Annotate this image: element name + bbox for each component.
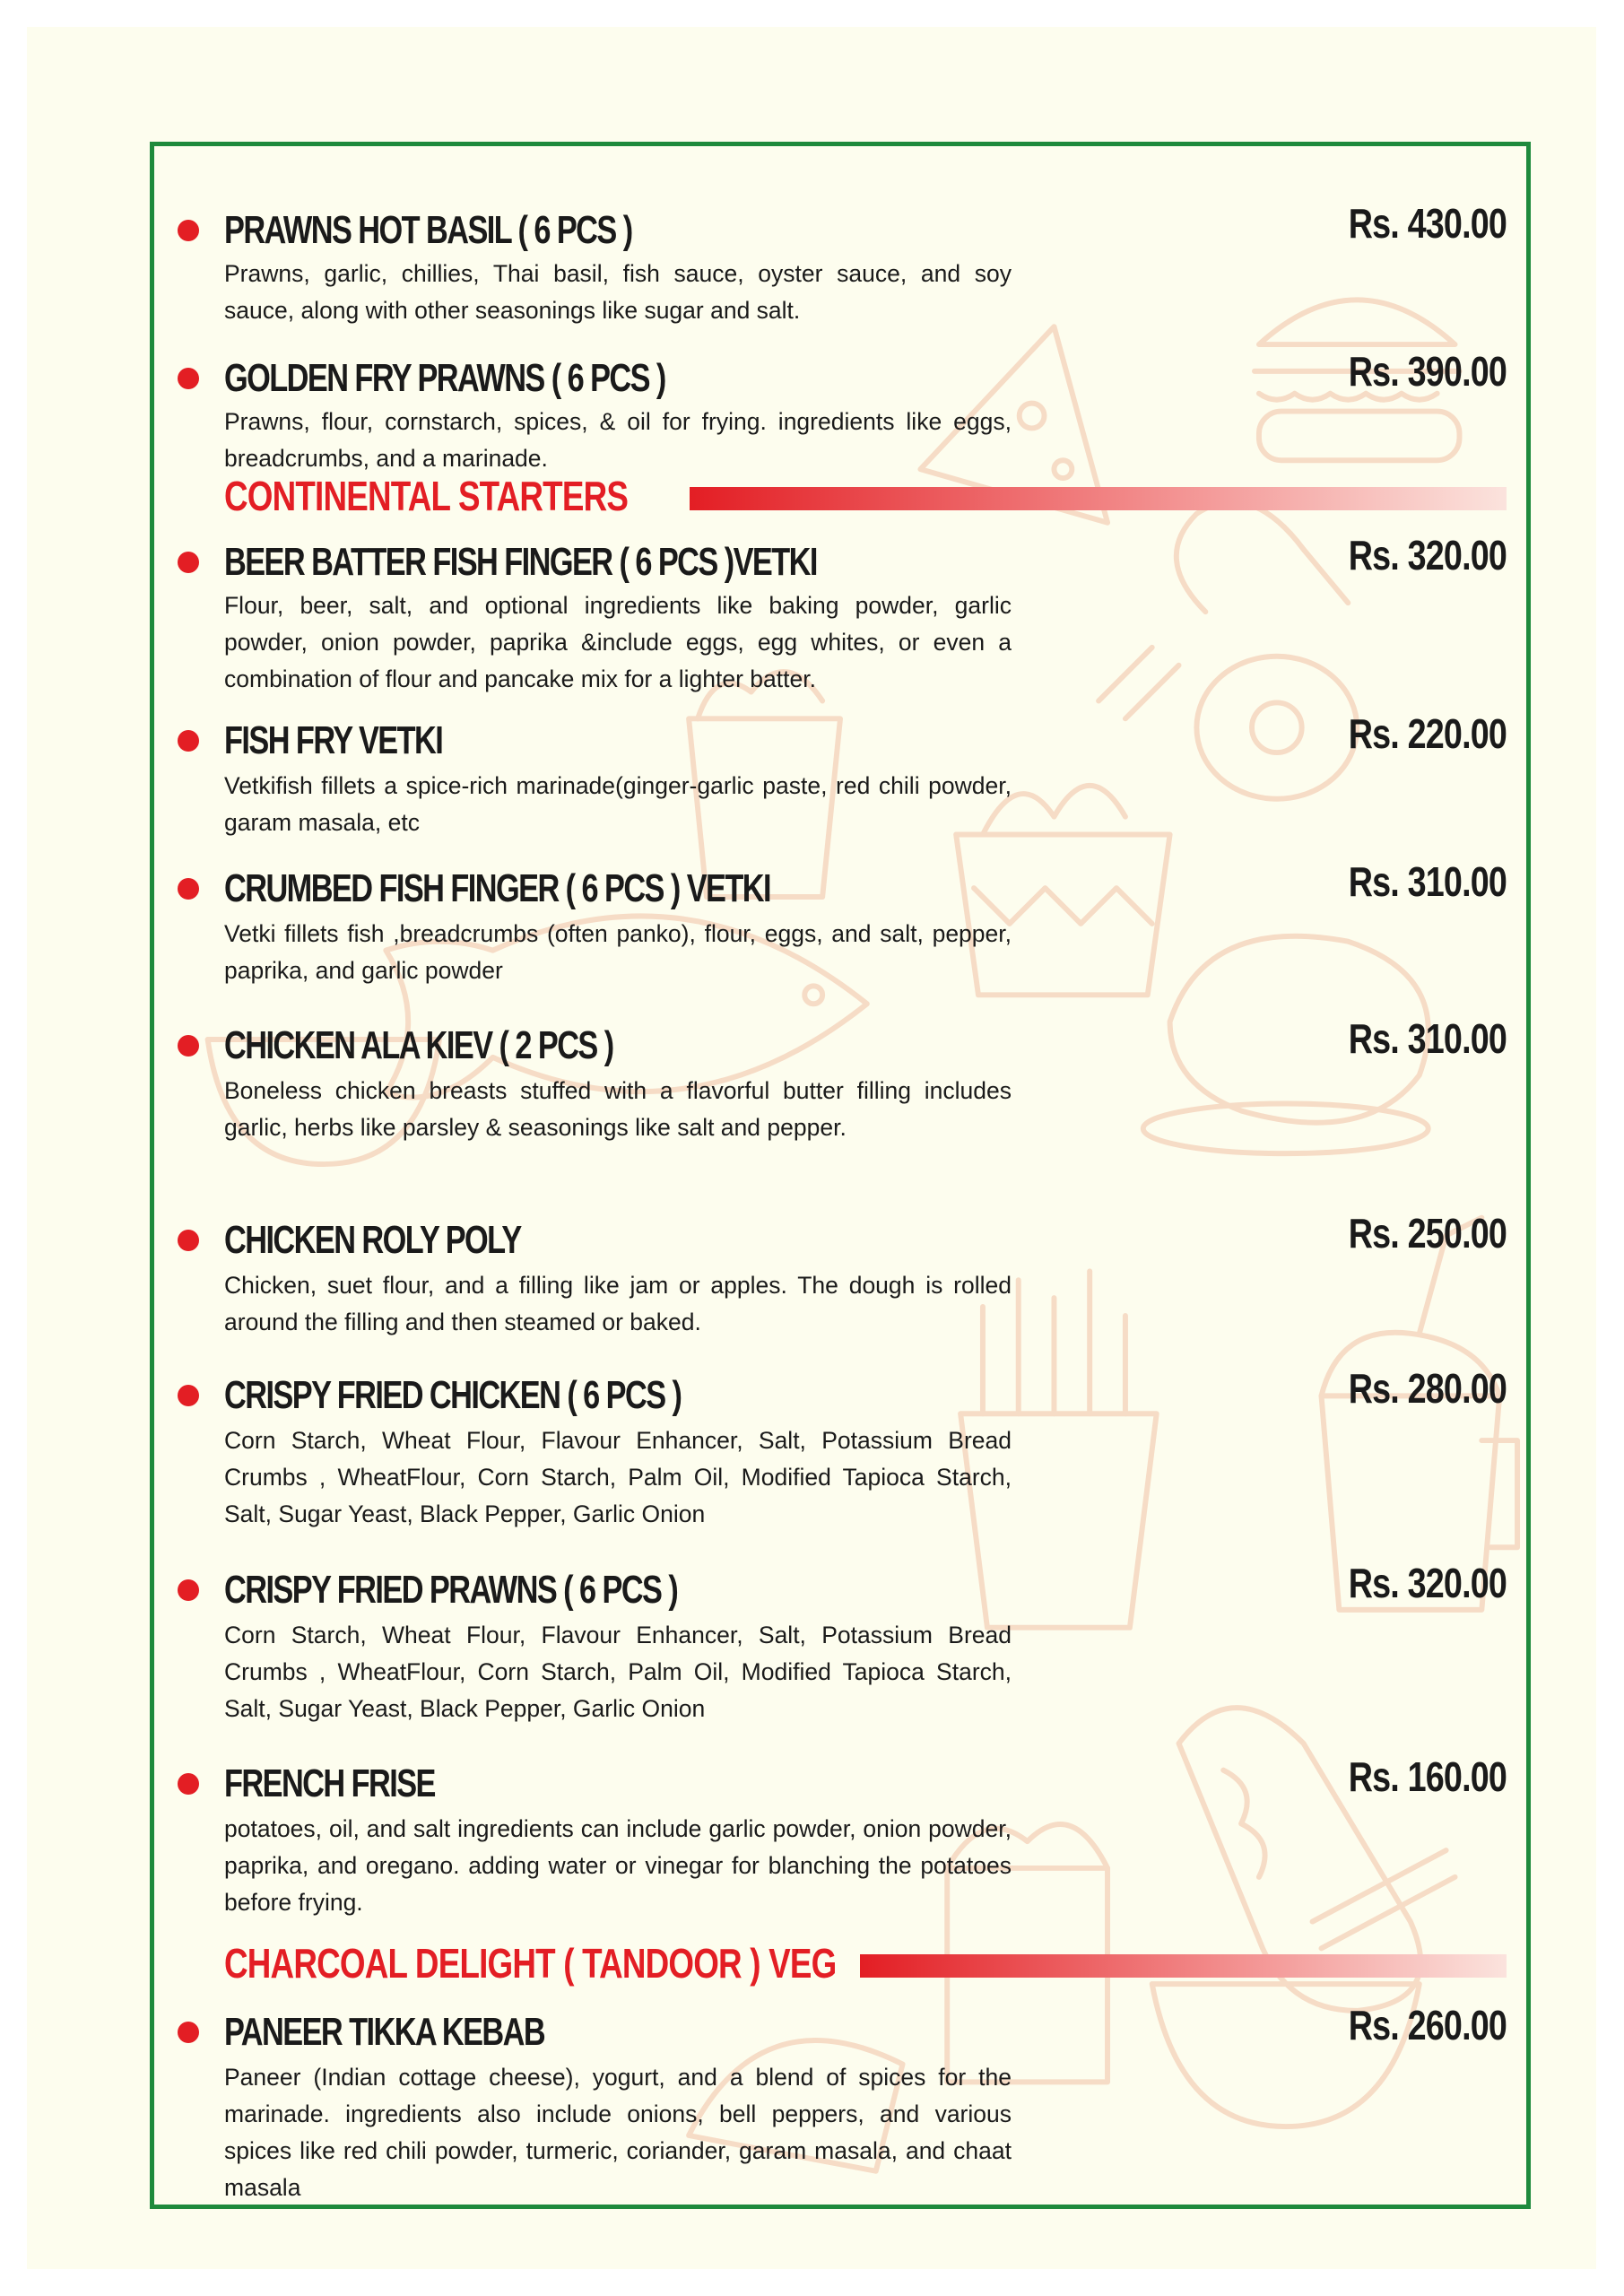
- item-description: Vetki fillets fish ,breadcrumbs (often panko), flour, eggs, and salt, pepper, paprika, and garlic powder: [224, 920, 1012, 984]
- item-price: Rs. 280.00: [1348, 1365, 1507, 1412]
- menu-item: [154, 1989, 1526, 2209]
- section-divider-bar: [690, 487, 1507, 510]
- bullet-icon: [178, 730, 199, 752]
- menu-item: [154, 1547, 1526, 1731]
- item-description: Flour, beer, salt, and optional ingredients like baking powder, garlic powder, onion powder, paprika &include eggs, egg whites, or even a combination of flour and pancake mix for a lighter batter.: [224, 592, 1012, 692]
- item-description: Prawns, flour, cornstarch, spices, & oil for frying. ingredients like eggs, breadcrumbs, and a marinade.: [224, 408, 1012, 472]
- item-price: Rs. 250.00: [1348, 1210, 1507, 1257]
- item-price: Rs. 390.00: [1348, 348, 1507, 395]
- item-price: Rs. 220.00: [1348, 710, 1507, 757]
- item-name: CRISPY FRIED PRAWNS ( 6 PCS ): [224, 1568, 678, 1612]
- menu-item: [154, 321, 1526, 472]
- bullet-icon: [178, 2022, 199, 2043]
- item-description: Corn Starch, Wheat Flour, Flavour Enhancer, Salt, Potassium Bread Crumbs , WheatFlour, Corn Starch, Palm Oil, Modified Tapioca Starch, Salt, Sugar Yeast, Black Pepper, Garlic Onion: [224, 1427, 1012, 1527]
- bullet-icon: [178, 220, 199, 241]
- bullet-icon: [178, 1230, 199, 1251]
- item-name: FRENCH FRISE: [224, 1761, 435, 1805]
- item-description: Vetkifish fillets a spice-rich marinade(ginger-garlic paste, red chili powder, garam masala, etc: [224, 772, 1012, 836]
- menu-item: [154, 1197, 1526, 1341]
- item-price: Rs. 320.00: [1348, 532, 1507, 578]
- menu-item: [154, 1352, 1526, 1536]
- item-description: Boneless chicken breasts stuffed with a flavorful butter filling includes garlic, herbs like parsley & seasonings like salt and pepper.: [224, 1077, 1012, 1141]
- bullet-icon: [178, 1773, 199, 1795]
- item-name: PRAWNS HOT BASIL ( 6 PCS ): [224, 208, 632, 252]
- item-description: Chicken, suet flour, and a filling like jam or apples. The dough is rolled around the filling and then steamed or baked.: [224, 1272, 1012, 1335]
- item-description: Paneer (Indian cottage cheese), yogurt, and a blend of spices for the marinade. ingredients also include onions, bell peppers, and various spices like red chili powder, turmeric, coriander, garam masala, and chaat masala: [224, 2064, 1012, 2201]
- item-price: Rs. 260.00: [1348, 2002, 1507, 2048]
- item-name: CRISPY FRIED CHICKEN ( 6 PCS ): [224, 1373, 682, 1417]
- item-name: BEER BATTER FISH FINGER ( 6 PCS )VETKI: [224, 540, 817, 584]
- item-name: CHICKEN ROLY POLY: [224, 1218, 521, 1262]
- menu-item: [154, 1003, 1526, 1191]
- item-price: Rs. 160.00: [1348, 1753, 1507, 1800]
- bullet-icon: [178, 878, 199, 900]
- item-description: Prawns, garlic, chillies, Thai basil, fish sauce, oyster sauce, and soy sauce, along with other seasonings like sugar and salt.: [224, 260, 1012, 324]
- item-price: Rs. 310.00: [1348, 858, 1507, 905]
- section-divider-bar: [860, 1954, 1507, 1978]
- item-name: FISH FRY VETKI: [224, 718, 443, 762]
- item-description: potatoes, oil, and salt ingredients can include garlic powder, onion powder, paprika, and oregano. adding water or vinegar for blanching the potatoes before frying.: [224, 1815, 1012, 1916]
- menu-item: [154, 1741, 1526, 1929]
- item-price: Rs. 310.00: [1348, 1015, 1507, 1062]
- item-name: CHICKEN ALA KIEV ( 2 PCS ): [224, 1023, 613, 1067]
- bullet-icon: [178, 1385, 199, 1406]
- item-price: Rs. 320.00: [1348, 1560, 1507, 1606]
- menu-item: [154, 514, 1526, 693]
- item-name: GOLDEN FRY PRAWNS ( 6 PCS ): [224, 356, 665, 400]
- item-price: Rs. 430.00: [1348, 200, 1507, 247]
- item-name: PANEER TIKKA KEBAB: [224, 2010, 545, 2054]
- section-title: CONTINENTAL STARTERS: [224, 473, 629, 519]
- bullet-icon: [178, 368, 199, 389]
- menu-item: [154, 698, 1526, 846]
- item-description: Corn Starch, Wheat Flour, Flavour Enhancer, Salt, Potassium Bread Crumbs , WheatFlour, Corn Starch, Palm Oil, Modified Tapioca Starch, Salt, Sugar Yeast, Black Pepper, Garlic Onion: [224, 1622, 1012, 1722]
- menu-item: [154, 173, 1526, 324]
- bullet-icon: [178, 1579, 199, 1601]
- bullet-icon: [178, 552, 199, 573]
- menu-frame: [150, 142, 1531, 2209]
- menu-page: [27, 27, 1596, 2269]
- section-header-charcoal-delight: [154, 1938, 1526, 1988]
- section-title: CHARCOAL DELIGHT ( TANDOOR ) VEG: [224, 1940, 837, 1987]
- menu-item: [154, 846, 1526, 994]
- bullet-icon: [178, 1035, 199, 1057]
- item-name: CRUMBED FISH FINGER ( 6 PCS ) VETKI: [224, 866, 770, 910]
